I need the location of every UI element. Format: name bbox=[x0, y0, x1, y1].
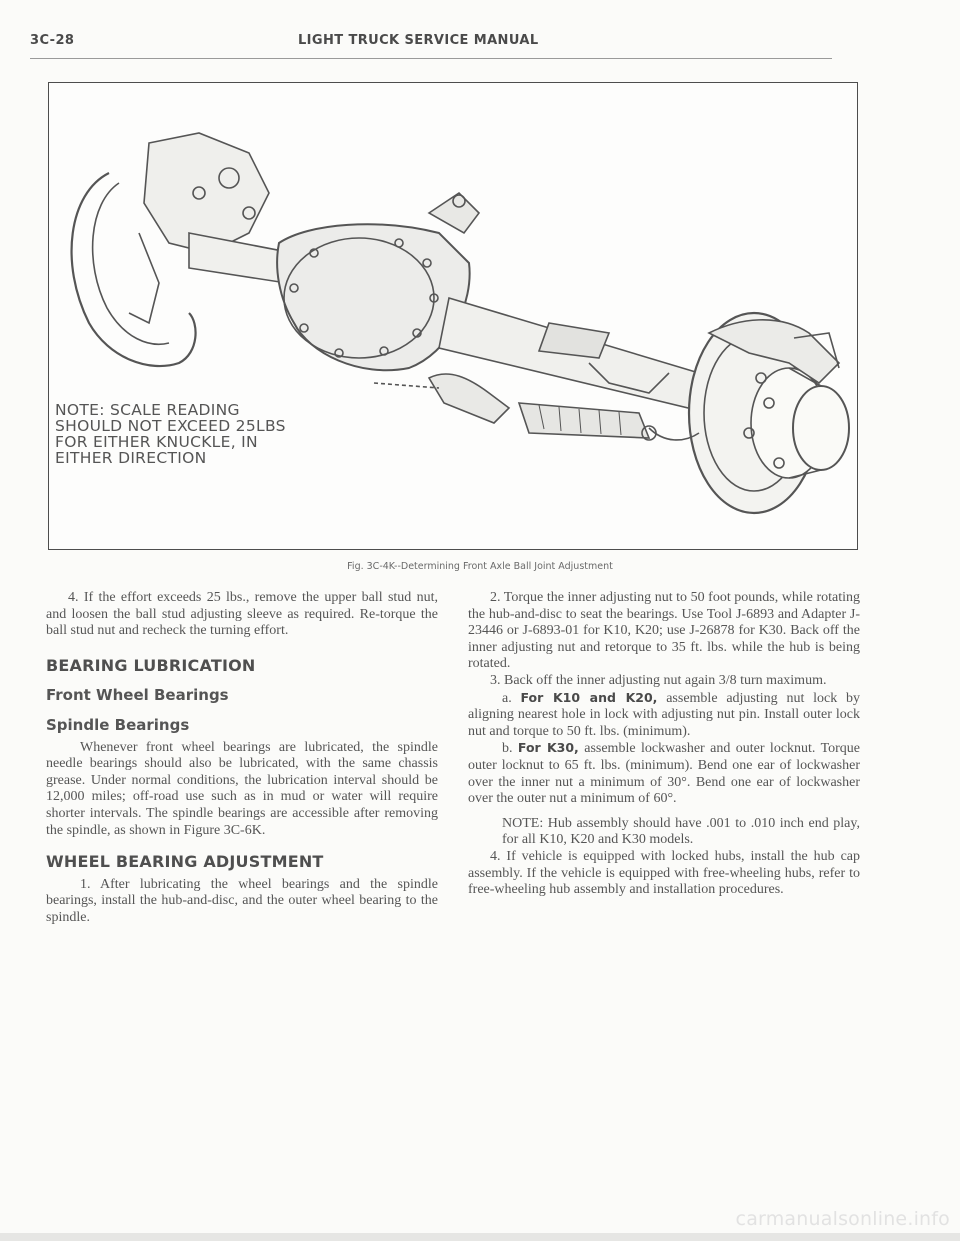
page-number: 3C-28 bbox=[30, 33, 75, 48]
figure-note-line: NOTE: SCALE READING bbox=[55, 401, 240, 419]
step-b-text: assemble lockwasher and outer locknut. Torque outer locknut to 65 ft. lbs. (minimum). Bend one ear of lockwasher over the inner nut a minimum of 30°. Bend one ear of lockwasher over the outer nut a minimum of 60°. bbox=[468, 741, 861, 807]
manual-title: LIGHT TRUCK SERVICE MANUAL bbox=[298, 33, 539, 48]
figure-frame bbox=[48, 82, 858, 550]
heading-front-wheel-bearings: Front Wheel Bearings bbox=[46, 686, 229, 705]
left-column bbox=[46, 590, 438, 927]
paragraph-step-4: 4. If the effort exceeds 25 lbs., remove the upper ball stud nut, and loosen the ball stud adjusting sleeve as required. Re-torque the ball stud nut and recheck the turning effort. bbox=[46, 590, 438, 639]
figure-note bbox=[55, 402, 335, 466]
step-a-prefix: a. bbox=[502, 690, 512, 706]
watermark: carmanualsonline.info bbox=[735, 1208, 950, 1230]
paragraph-step-1: 1. After lubricating the wheel bearings and the spindle bearings, install the hub-and-disc, and the outer wheel bearing to the spindle. bbox=[46, 876, 438, 925]
paragraph-step-4-hubs: 4. If vehicle is equipped with locked hubs, install the hub cap assembly. If the vehicle is equipped with free-wheeling hubs, refer to free-wheeling hub assembly and installation procedures. bbox=[468, 848, 860, 898]
step-a-models: For K10 and K20, bbox=[520, 689, 658, 705]
hub-end-play-note: NOTE: Hub assembly should have .001 to .010 inch end play, for all K10, K20 and K30 models. bbox=[502, 815, 860, 848]
step-b-prefix: b. bbox=[502, 741, 513, 757]
figure-note-line: EITHER DIRECTION bbox=[55, 449, 207, 467]
figure-caption: Fig. 3C-4K--Determining Front Axle Ball Joint Adjustment bbox=[347, 561, 613, 572]
paragraph-step-b bbox=[468, 740, 860, 807]
heading-wheel-bearing-adjustment: WHEEL BEARING ADJUSTMENT bbox=[46, 852, 324, 872]
paragraph-spindle-bearings: Whenever front wheel bearings are lubricated, the spindle needle bearings should also be lubricated, with the same chassis grease. Under normal conditions, the lubrication interval should be 12,000 miles; off-road use such as in mud or water will require shorter intervals. The spindle bearings are accessible after removing the spindle, as shown in Figure 3C-6K. bbox=[46, 739, 438, 838]
paragraph-step-2: 2. Torque the inner adjusting nut to 50 foot pounds, while rotating the hub-and-disc to seat the bearings. Use Tool J-6893 and Adapter J-23446 or J-6893-01 for K10, K20; use J-26878 for K30. Back off the inner adjusting nut and retorque to 35 ft. lbs. while the hub is being rotated. bbox=[468, 590, 860, 672]
step-a-text: assemble adjusting nut lock by aligning nearest hole in lock with adjusting nut pin. Install outer lock nut and torque to 50 ft. lbs. (minimum). bbox=[468, 690, 861, 739]
figure-note-line: SHOULD NOT EXCEED 25LBS bbox=[55, 417, 286, 435]
heading-spindle-bearings: Spindle Bearings bbox=[46, 715, 190, 734]
right-column bbox=[468, 590, 860, 899]
figure-note-line: FOR EITHER KNUCKLE, IN bbox=[55, 433, 258, 451]
paragraph-step-a bbox=[468, 690, 860, 741]
bottom-bar bbox=[0, 1233, 960, 1241]
header-rule bbox=[30, 58, 832, 59]
axle-illustration bbox=[49, 83, 857, 549]
step-b-models: For K30, bbox=[517, 740, 579, 756]
heading-bearing-lubrication: BEARING LUBRICATION bbox=[46, 655, 256, 675]
page-header bbox=[30, 33, 830, 53]
paragraph-step-3: 3. Back off the inner adjusting nut again 3/8 turn maximum. bbox=[490, 672, 827, 688]
